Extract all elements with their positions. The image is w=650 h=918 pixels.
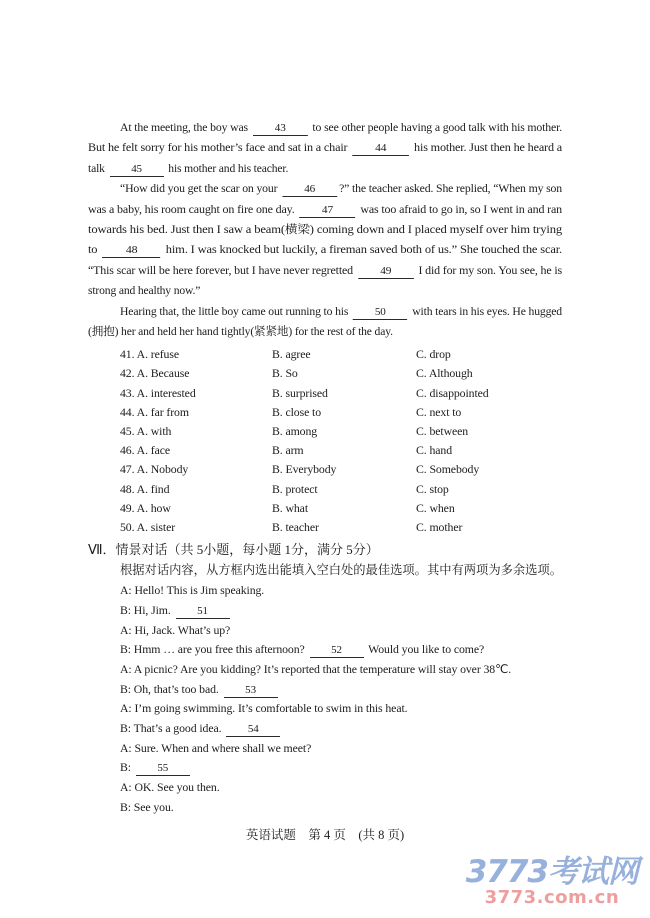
text-segment: was too afraid to go in, so I went in and ran bbox=[357, 202, 562, 216]
dialogue-line-content bbox=[120, 621, 230, 641]
option-cell-a: 45. A. with bbox=[120, 424, 172, 439]
blank-49: 49 bbox=[358, 265, 414, 279]
blank-44: 44 bbox=[352, 142, 409, 156]
text-segment: his mother and his teacher. bbox=[165, 161, 289, 175]
blank-50: 50 bbox=[353, 306, 407, 320]
text-segment: (拥抱) her and held her hand tightly(紧紧地) for the rest of the day. bbox=[88, 324, 393, 338]
option-cell-b: B. among bbox=[272, 424, 318, 439]
passage-line bbox=[88, 220, 562, 240]
dialogue-line bbox=[120, 798, 562, 818]
option-cell-a: 42. A. Because bbox=[120, 366, 190, 381]
passage-line-content bbox=[88, 322, 393, 342]
dialogue-line bbox=[120, 680, 562, 700]
dialogue-line-content bbox=[120, 581, 264, 601]
dialogue-line-content bbox=[120, 798, 174, 818]
text-segment: Hearing that, the little boy came out running to his bbox=[120, 304, 352, 318]
dialogue-line bbox=[120, 660, 562, 680]
option-cell-c: C. Although bbox=[416, 366, 473, 381]
text-segment: B: bbox=[120, 760, 134, 775]
passage-line bbox=[88, 322, 562, 342]
option-cell-c: C. stop bbox=[416, 481, 449, 496]
text-segment: talk bbox=[88, 161, 108, 175]
dialogue-line bbox=[120, 640, 562, 660]
option-cell-c: C. disappointed bbox=[416, 385, 489, 400]
blank-43: 43 bbox=[253, 122, 308, 136]
dialogue-line bbox=[120, 739, 562, 759]
watermark-logo: 3773考试网 bbox=[465, 853, 638, 890]
option-cell-a: 41. A. refuse bbox=[120, 347, 179, 362]
dialogue-line-content bbox=[120, 660, 511, 680]
passage-line bbox=[88, 261, 562, 281]
passage-line bbox=[88, 138, 562, 158]
blank-55: 55 bbox=[136, 762, 190, 776]
dialogue-line-content bbox=[120, 758, 192, 778]
section-instruction-text: 根据对话内容，从方框内选出能填入空白处的最佳选项。其中有两项为多余选项。 bbox=[120, 563, 562, 578]
text-segment: Would you like to come? bbox=[365, 642, 485, 657]
option-cell-a: 48. A. find bbox=[120, 481, 170, 496]
text-segment: was a baby, his room caught on fire one day. bbox=[88, 202, 298, 216]
page-footer bbox=[88, 827, 562, 844]
option-cell-c: C. Somebody bbox=[416, 462, 480, 477]
passage-line-content bbox=[88, 261, 562, 281]
text-segment: A: Hello! This is Jim speaking. bbox=[120, 583, 265, 598]
dialogue-line-content bbox=[120, 640, 484, 660]
passage-line bbox=[88, 118, 562, 138]
passage-line bbox=[88, 240, 562, 260]
option-cell-c: C. drop bbox=[416, 347, 451, 362]
passage-line-content bbox=[120, 179, 562, 199]
watermark bbox=[465, 853, 638, 909]
passage-line bbox=[88, 200, 562, 220]
passage-line-content bbox=[88, 200, 562, 220]
option-cell-b: B. agree bbox=[272, 347, 311, 362]
option-cell-c: C. between bbox=[416, 424, 469, 439]
option-cell-a: 49. A. how bbox=[120, 500, 171, 515]
dialogue-line-content bbox=[120, 719, 282, 739]
dialogue-line-content bbox=[120, 778, 220, 798]
dialogue-line bbox=[120, 758, 562, 778]
option-cell-b: B. Everybody bbox=[272, 462, 337, 477]
blank-54: 54 bbox=[226, 723, 280, 737]
text-segment: B: Oh, that’s too bad. bbox=[120, 681, 222, 696]
cloze-passage bbox=[88, 118, 562, 342]
option-cell-b: B. teacher bbox=[272, 519, 319, 534]
blank-51: 51 bbox=[176, 605, 230, 619]
text-segment: But he felt sorry for his mother’s face and sat in a chair bbox=[88, 141, 351, 155]
blank-48: 48 bbox=[103, 244, 161, 258]
dialogue-line bbox=[120, 699, 562, 719]
text-segment: B: See you. bbox=[120, 799, 174, 814]
passage-line bbox=[88, 302, 562, 322]
cloze-options bbox=[88, 345, 562, 537]
option-cell-b: B. arm bbox=[272, 443, 304, 458]
passage-line-content bbox=[88, 281, 200, 301]
option-cell-a: 44. A. far from bbox=[120, 404, 189, 419]
text-segment: B: Hmm … are you free this afternoon? bbox=[120, 642, 308, 657]
passage-line-content bbox=[88, 240, 562, 260]
option-cell-b: B. close to bbox=[272, 404, 322, 419]
text-segment: A: Hi, Jack. What’s up? bbox=[120, 622, 231, 637]
option-cell-a: 50. A. sister bbox=[120, 519, 176, 534]
text-segment: B: Hi, Jim. bbox=[120, 602, 174, 617]
blank-46: 46 bbox=[282, 183, 337, 197]
text-segment: to see other people having a good talk with his mother. bbox=[309, 121, 562, 134]
option-cell-b: B. what bbox=[272, 500, 308, 515]
text-segment: “How did you get the scar on your bbox=[120, 182, 281, 196]
text-segment: A: I’m going swimming. It’s comfortable to swim in this heat. bbox=[120, 701, 408, 716]
option-cell-c: C. when bbox=[416, 500, 455, 515]
option-cell-a: 46. A. face bbox=[120, 443, 170, 458]
text-segment: his mother. Just then he heard a bbox=[411, 141, 562, 155]
passage-line-content bbox=[120, 118, 562, 138]
passage-line bbox=[88, 281, 562, 301]
text-segment: to bbox=[88, 243, 101, 257]
text-segment: him. I was knocked but luckily, a fireman saved both of us.” She touched the scar. bbox=[162, 243, 562, 257]
text-segment: “This scar will be here forever, but I have never regretted bbox=[88, 263, 356, 277]
option-cell-a: 47. A. Nobody bbox=[120, 462, 189, 477]
option-cell-b: B. surprised bbox=[272, 385, 328, 400]
text-segment: A: Sure. When and where shall we meet? bbox=[120, 740, 312, 755]
passage-line-content bbox=[88, 138, 562, 158]
dialogue-line bbox=[120, 719, 562, 739]
blank-53: 53 bbox=[224, 684, 278, 698]
dialogue-line-content bbox=[120, 699, 407, 719]
page-footer-text: 英语试题 第 4 页 (共 8 页) bbox=[245, 828, 405, 843]
dialogue-line-content bbox=[120, 680, 280, 700]
blank-47: 47 bbox=[300, 204, 356, 218]
passage-line-content bbox=[120, 302, 562, 322]
dialogue-line-content bbox=[120, 601, 232, 621]
option-cell-a: 43. A. interested bbox=[120, 385, 196, 400]
text-segment: At the meeting, the boy was bbox=[120, 121, 251, 134]
passage-line-content bbox=[88, 159, 288, 179]
dialogue-line bbox=[120, 778, 562, 798]
text-segment: B: That’s a good idea. bbox=[120, 720, 225, 735]
blank-52: 52 bbox=[310, 644, 364, 658]
option-cell-b: B. protect bbox=[272, 481, 318, 496]
text-segment: towards his bed. Just then I saw a beam(横梁) coming down and I placed myself over him trying bbox=[88, 222, 562, 236]
text-segment: A: OK. See you then. bbox=[120, 780, 220, 795]
dialogue-line-content bbox=[120, 739, 311, 759]
section-heading bbox=[88, 540, 562, 560]
section-heading-text: Ⅶ．情景对话（共 5小题，每小题 1分，满分 5分） bbox=[88, 542, 379, 558]
option-cell-c: C. next to bbox=[416, 404, 462, 419]
text-segment: with tears in his eyes. He hugged bbox=[409, 304, 562, 318]
option-cell-c: C. hand bbox=[416, 443, 452, 458]
dialogue-line bbox=[120, 621, 562, 641]
passage-line bbox=[88, 179, 562, 199]
dialogue-line bbox=[120, 581, 562, 601]
passage-line-content bbox=[88, 220, 562, 240]
text-segment: strong and healthy now.” bbox=[88, 284, 201, 298]
text-segment: A: A picnic? Are you kidding? It’s reported that the temperature will stay over 38℃. bbox=[120, 661, 512, 676]
dialogue-line bbox=[120, 601, 562, 621]
option-cell-b: B. So bbox=[272, 366, 298, 381]
option-cell-c: C. mother bbox=[416, 519, 463, 534]
text-segment: ?” the teacher asked. She replied, “When my son bbox=[339, 182, 562, 196]
dialogue-section bbox=[88, 581, 562, 817]
blank-45: 45 bbox=[110, 163, 164, 177]
section-instruction bbox=[88, 560, 562, 580]
text-segment: I did for my son. You see, he is bbox=[415, 263, 562, 277]
passage-line bbox=[88, 159, 562, 179]
watermark-url: 3773.com.cn bbox=[484, 887, 620, 909]
